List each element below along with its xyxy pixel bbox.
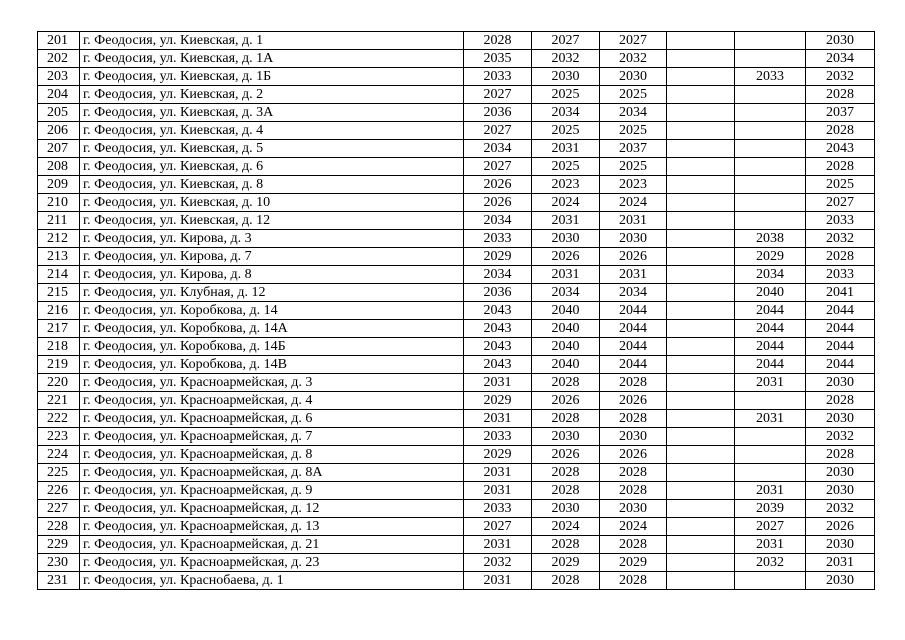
year-col-3-cell: 2023 [600, 176, 667, 194]
year-col-4-cell [667, 446, 735, 464]
row-number-cell: 229 [38, 536, 80, 554]
year-col-3-cell: 2025 [600, 86, 667, 104]
address-cell: г. Феодосия, ул. Коробкова, д. 14А [80, 320, 464, 338]
year-col-5-cell: 2044 [735, 356, 806, 374]
year-col-2-cell: 2030 [532, 428, 600, 446]
row-number-cell: 227 [38, 500, 80, 518]
year-col-1-cell: 2033 [464, 68, 532, 86]
year-col-1-cell: 2034 [464, 266, 532, 284]
row-number-cell: 211 [38, 212, 80, 230]
table-row [38, 50, 875, 68]
address-cell: г. Феодосия, ул. Киевская, д. 1Б [80, 68, 464, 86]
year-col-5-cell: 2031 [735, 482, 806, 500]
year-col-6-cell: 2044 [806, 320, 875, 338]
year-col-1-cell: 2036 [464, 284, 532, 302]
year-col-3-cell: 2031 [600, 266, 667, 284]
year-col-1-cell: 2027 [464, 158, 532, 176]
address-cell: г. Феодосия, ул. Красноармейская, д. 13 [80, 518, 464, 536]
year-col-6-cell: 2033 [806, 212, 875, 230]
year-col-4-cell [667, 392, 735, 410]
year-col-3-cell: 2025 [600, 158, 667, 176]
row-number-cell: 225 [38, 464, 80, 482]
year-col-1-cell: 2035 [464, 50, 532, 68]
year-col-3-cell: 2032 [600, 50, 667, 68]
year-col-3-cell: 2025 [600, 122, 667, 140]
table-row [38, 572, 875, 590]
year-col-5-cell [735, 104, 806, 122]
row-number-cell: 209 [38, 176, 80, 194]
year-col-2-cell: 2026 [532, 392, 600, 410]
row-number-cell: 203 [38, 68, 80, 86]
year-col-4-cell [667, 356, 735, 374]
year-col-4-cell [667, 104, 735, 122]
year-col-1-cell: 2026 [464, 194, 532, 212]
year-col-1-cell: 2034 [464, 140, 532, 158]
year-col-1-cell: 2027 [464, 122, 532, 140]
address-cell: г. Феодосия, ул. Красноармейская, д. 7 [80, 428, 464, 446]
year-col-5-cell: 2040 [735, 284, 806, 302]
row-number-cell: 215 [38, 284, 80, 302]
year-col-3-cell: 2028 [600, 374, 667, 392]
year-col-1-cell: 2033 [464, 428, 532, 446]
address-cell: г. Феодосия, ул. Красноармейская, д. 6 [80, 410, 464, 428]
row-number-cell: 205 [38, 104, 80, 122]
address-cell: г. Феодосия, ул. Кирова, д. 3 [80, 230, 464, 248]
year-col-4-cell [667, 32, 735, 50]
year-col-5-cell [735, 428, 806, 446]
year-col-4-cell [667, 338, 735, 356]
year-col-4-cell [667, 86, 735, 104]
year-col-1-cell: 2031 [464, 572, 532, 590]
year-col-5-cell [735, 464, 806, 482]
row-number-cell: 204 [38, 86, 80, 104]
year-col-4-cell [667, 554, 735, 572]
year-col-6-cell: 2044 [806, 338, 875, 356]
year-col-6-cell: 2028 [806, 122, 875, 140]
table-row [38, 248, 875, 266]
address-cell: г. Феодосия, ул. Красноармейская, д. 23 [80, 554, 464, 572]
year-col-5-cell [735, 50, 806, 68]
table-row [38, 140, 875, 158]
table-row [38, 230, 875, 248]
table-row [38, 212, 875, 230]
table-row [38, 500, 875, 518]
year-col-6-cell: 2033 [806, 266, 875, 284]
year-col-5-cell: 2031 [735, 410, 806, 428]
table-row [38, 518, 875, 536]
address-cell: г. Феодосия, ул. Киевская, д. 3А [80, 104, 464, 122]
year-col-4-cell [667, 464, 735, 482]
year-col-2-cell: 2040 [532, 302, 600, 320]
row-number-cell: 228 [38, 518, 80, 536]
table-row [38, 464, 875, 482]
year-col-1-cell: 2043 [464, 302, 532, 320]
year-col-1-cell: 2031 [464, 410, 532, 428]
year-col-3-cell: 2029 [600, 554, 667, 572]
table-row [38, 122, 875, 140]
year-col-2-cell: 2028 [532, 482, 600, 500]
year-col-1-cell: 2031 [464, 536, 532, 554]
year-col-6-cell: 2032 [806, 500, 875, 518]
address-cell: г. Феодосия, ул. Киевская, д. 2 [80, 86, 464, 104]
year-col-2-cell: 2029 [532, 554, 600, 572]
address-cell: г. Феодосия, ул. Коробкова, д. 14 [80, 302, 464, 320]
year-col-4-cell [667, 320, 735, 338]
year-col-3-cell: 2027 [600, 32, 667, 50]
year-col-5-cell [735, 392, 806, 410]
address-cell: г. Феодосия, ул. Коробкова, д. 14В [80, 356, 464, 374]
year-col-1-cell: 2033 [464, 230, 532, 248]
row-number-cell: 217 [38, 320, 80, 338]
year-col-6-cell: 2028 [806, 392, 875, 410]
address-cell: г. Феодосия, ул. Красноармейская, д. 12 [80, 500, 464, 518]
address-cell: г. Феодосия, ул. Киевская, д. 5 [80, 140, 464, 158]
address-cell: г. Феодосия, ул. Киевская, д. 1А [80, 50, 464, 68]
table-row [38, 428, 875, 446]
year-col-3-cell: 2044 [600, 302, 667, 320]
year-col-1-cell: 2031 [464, 374, 532, 392]
year-col-5-cell: 2034 [735, 266, 806, 284]
table-row [38, 86, 875, 104]
year-col-2-cell: 2040 [532, 320, 600, 338]
year-col-1-cell: 2026 [464, 176, 532, 194]
schedule-table [37, 31, 875, 590]
address-cell: г. Феодосия, ул. Киевская, д. 8 [80, 176, 464, 194]
year-col-5-cell [735, 158, 806, 176]
year-col-4-cell [667, 284, 735, 302]
address-cell: г. Феодосия, ул. Кирова, д. 7 [80, 248, 464, 266]
year-col-3-cell: 2030 [600, 500, 667, 518]
address-cell: г. Феодосия, ул. Киевская, д. 4 [80, 122, 464, 140]
row-number-cell: 206 [38, 122, 80, 140]
year-col-1-cell: 2043 [464, 356, 532, 374]
year-col-6-cell: 2030 [806, 32, 875, 50]
row-number-cell: 226 [38, 482, 80, 500]
year-col-5-cell [735, 194, 806, 212]
year-col-2-cell: 2025 [532, 86, 600, 104]
table-row [38, 68, 875, 86]
year-col-6-cell: 2030 [806, 464, 875, 482]
year-col-6-cell: 2034 [806, 50, 875, 68]
year-col-2-cell: 2030 [532, 230, 600, 248]
row-number-cell: 220 [38, 374, 80, 392]
address-cell: г. Феодосия, ул. Киевская, д. 12 [80, 212, 464, 230]
year-col-2-cell: 2034 [532, 284, 600, 302]
year-col-3-cell: 2028 [600, 482, 667, 500]
address-cell: г. Феодосия, ул. Киевская, д. 6 [80, 158, 464, 176]
year-col-6-cell: 2041 [806, 284, 875, 302]
year-col-5-cell: 2044 [735, 338, 806, 356]
year-col-2-cell: 2034 [532, 104, 600, 122]
year-col-4-cell [667, 428, 735, 446]
year-col-6-cell: 2028 [806, 446, 875, 464]
year-col-4-cell [667, 158, 735, 176]
year-col-3-cell: 2034 [600, 104, 667, 122]
year-col-4-cell [667, 176, 735, 194]
year-col-1-cell: 2027 [464, 518, 532, 536]
year-col-5-cell: 2031 [735, 374, 806, 392]
address-cell: г. Феодосия, ул. Коробкова, д. 14Б [80, 338, 464, 356]
year-col-6-cell: 2027 [806, 194, 875, 212]
year-col-2-cell: 2025 [532, 158, 600, 176]
year-col-1-cell: 2034 [464, 212, 532, 230]
year-col-2-cell: 2028 [532, 572, 600, 590]
address-cell: г. Феодосия, ул. Красноармейская, д. 8 [80, 446, 464, 464]
address-cell: г. Феодосия, ул. Красноармейская, д. 21 [80, 536, 464, 554]
year-col-3-cell: 2030 [600, 68, 667, 86]
year-col-6-cell: 2032 [806, 68, 875, 86]
table-row [38, 302, 875, 320]
table-row [38, 338, 875, 356]
year-col-4-cell [667, 266, 735, 284]
year-col-4-cell [667, 302, 735, 320]
row-number-cell: 223 [38, 428, 80, 446]
address-cell: г. Феодосия, ул. Красноармейская, д. 8А [80, 464, 464, 482]
year-col-5-cell [735, 572, 806, 590]
year-col-6-cell: 2032 [806, 230, 875, 248]
year-col-6-cell: 2043 [806, 140, 875, 158]
year-col-2-cell: 2023 [532, 176, 600, 194]
year-col-4-cell [667, 500, 735, 518]
year-col-3-cell: 2034 [600, 284, 667, 302]
row-number-cell: 221 [38, 392, 80, 410]
year-col-6-cell: 2030 [806, 374, 875, 392]
year-col-1-cell: 2031 [464, 464, 532, 482]
table-body [38, 32, 875, 590]
year-col-5-cell: 2031 [735, 536, 806, 554]
year-col-6-cell: 2032 [806, 428, 875, 446]
year-col-5-cell: 2029 [735, 248, 806, 266]
address-cell: г. Феодосия, ул. Краснобаева, д. 1 [80, 572, 464, 590]
row-number-cell: 212 [38, 230, 80, 248]
year-col-2-cell: 2026 [532, 248, 600, 266]
year-col-3-cell: 2030 [600, 428, 667, 446]
year-col-1-cell: 2036 [464, 104, 532, 122]
row-number-cell: 208 [38, 158, 80, 176]
year-col-6-cell: 2028 [806, 86, 875, 104]
row-number-cell: 216 [38, 302, 80, 320]
year-col-5-cell [735, 32, 806, 50]
address-cell: г. Феодосия, ул. Красноармейская, д. 3 [80, 374, 464, 392]
year-col-3-cell: 2024 [600, 518, 667, 536]
year-col-6-cell: 2026 [806, 518, 875, 536]
year-col-4-cell [667, 518, 735, 536]
year-col-2-cell: 2024 [532, 194, 600, 212]
row-number-cell: 207 [38, 140, 80, 158]
year-col-3-cell: 2031 [600, 212, 667, 230]
year-col-3-cell: 2028 [600, 464, 667, 482]
year-col-6-cell: 2028 [806, 248, 875, 266]
table-row [38, 410, 875, 428]
year-col-1-cell: 2031 [464, 482, 532, 500]
year-col-4-cell [667, 410, 735, 428]
year-col-6-cell: 2025 [806, 176, 875, 194]
row-number-cell: 231 [38, 572, 80, 590]
year-col-4-cell [667, 212, 735, 230]
table-row [38, 374, 875, 392]
table-row [38, 158, 875, 176]
year-col-1-cell: 2027 [464, 86, 532, 104]
year-col-2-cell: 2040 [532, 356, 600, 374]
year-col-3-cell: 2028 [600, 536, 667, 554]
year-col-2-cell: 2030 [532, 68, 600, 86]
year-col-3-cell: 2044 [600, 356, 667, 374]
year-col-6-cell: 2031 [806, 554, 875, 572]
year-col-5-cell [735, 446, 806, 464]
row-number-cell: 224 [38, 446, 80, 464]
row-number-cell: 222 [38, 410, 80, 428]
year-col-1-cell: 2029 [464, 392, 532, 410]
year-col-3-cell: 2026 [600, 248, 667, 266]
year-col-1-cell: 2033 [464, 500, 532, 518]
year-col-4-cell [667, 536, 735, 554]
year-col-1-cell: 2032 [464, 554, 532, 572]
year-col-6-cell: 2044 [806, 302, 875, 320]
year-col-5-cell [735, 140, 806, 158]
year-col-5-cell: 2027 [735, 518, 806, 536]
table-row [38, 32, 875, 50]
year-col-4-cell [667, 194, 735, 212]
year-col-4-cell [667, 572, 735, 590]
year-col-4-cell [667, 50, 735, 68]
table-row [38, 356, 875, 374]
year-col-2-cell: 2032 [532, 50, 600, 68]
year-col-3-cell: 2044 [600, 338, 667, 356]
address-cell: г. Феодосия, ул. Красноармейская, д. 4 [80, 392, 464, 410]
year-col-5-cell: 2039 [735, 500, 806, 518]
year-col-1-cell: 2029 [464, 248, 532, 266]
year-col-5-cell [735, 122, 806, 140]
year-col-5-cell: 2044 [735, 302, 806, 320]
year-col-5-cell: 2032 [735, 554, 806, 572]
row-number-cell: 202 [38, 50, 80, 68]
row-number-cell: 210 [38, 194, 80, 212]
year-col-2-cell: 2031 [532, 140, 600, 158]
year-col-3-cell: 2026 [600, 392, 667, 410]
year-col-2-cell: 2040 [532, 338, 600, 356]
year-col-5-cell: 2038 [735, 230, 806, 248]
table-row [38, 176, 875, 194]
year-col-3-cell: 2030 [600, 230, 667, 248]
table-row [38, 320, 875, 338]
year-col-5-cell: 2033 [735, 68, 806, 86]
year-col-6-cell: 2030 [806, 410, 875, 428]
year-col-2-cell: 2031 [532, 212, 600, 230]
year-col-2-cell: 2028 [532, 464, 600, 482]
year-col-3-cell: 2044 [600, 320, 667, 338]
address-cell: г. Феодосия, ул. Кирова, д. 8 [80, 266, 464, 284]
year-col-4-cell [667, 374, 735, 392]
address-cell: г. Феодосия, ул. Красноармейская, д. 9 [80, 482, 464, 500]
year-col-2-cell: 2028 [532, 410, 600, 428]
year-col-3-cell: 2028 [600, 572, 667, 590]
year-col-4-cell [667, 248, 735, 266]
year-col-5-cell [735, 212, 806, 230]
year-col-3-cell: 2037 [600, 140, 667, 158]
year-col-2-cell: 2030 [532, 500, 600, 518]
table-row [38, 266, 875, 284]
year-col-6-cell: 2030 [806, 536, 875, 554]
year-col-2-cell: 2028 [532, 374, 600, 392]
year-col-6-cell: 2037 [806, 104, 875, 122]
year-col-4-cell [667, 140, 735, 158]
year-col-1-cell: 2043 [464, 320, 532, 338]
year-col-6-cell: 2030 [806, 482, 875, 500]
table-row [38, 284, 875, 302]
year-col-1-cell: 2043 [464, 338, 532, 356]
year-col-4-cell [667, 68, 735, 86]
year-col-5-cell: 2044 [735, 320, 806, 338]
year-col-2-cell: 2026 [532, 446, 600, 464]
table-row [38, 392, 875, 410]
row-number-cell: 214 [38, 266, 80, 284]
address-cell: г. Феодосия, ул. Киевская, д. 10 [80, 194, 464, 212]
table-row [38, 104, 875, 122]
year-col-4-cell [667, 482, 735, 500]
year-col-3-cell: 2024 [600, 194, 667, 212]
year-col-6-cell: 2030 [806, 572, 875, 590]
table-row [38, 536, 875, 554]
year-col-5-cell [735, 86, 806, 104]
year-col-3-cell: 2026 [600, 446, 667, 464]
year-col-3-cell: 2028 [600, 410, 667, 428]
address-cell: г. Феодосия, ул. Киевская, д. 1 [80, 32, 464, 50]
row-number-cell: 201 [38, 32, 80, 50]
address-cell: г. Феодосия, ул. Клубная, д. 12 [80, 284, 464, 302]
year-col-6-cell: 2044 [806, 356, 875, 374]
table-row [38, 554, 875, 572]
row-number-cell: 213 [38, 248, 80, 266]
year-col-1-cell: 2028 [464, 32, 532, 50]
year-col-5-cell [735, 176, 806, 194]
year-col-2-cell: 2027 [532, 32, 600, 50]
year-col-4-cell [667, 122, 735, 140]
table-row [38, 446, 875, 464]
year-col-6-cell: 2028 [806, 158, 875, 176]
row-number-cell: 218 [38, 338, 80, 356]
year-col-2-cell: 2028 [532, 536, 600, 554]
year-col-1-cell: 2029 [464, 446, 532, 464]
table-row [38, 194, 875, 212]
table-row [38, 482, 875, 500]
row-number-cell: 230 [38, 554, 80, 572]
year-col-4-cell [667, 230, 735, 248]
row-number-cell: 219 [38, 356, 80, 374]
year-col-2-cell: 2025 [532, 122, 600, 140]
year-col-2-cell: 2024 [532, 518, 600, 536]
year-col-2-cell: 2031 [532, 266, 600, 284]
